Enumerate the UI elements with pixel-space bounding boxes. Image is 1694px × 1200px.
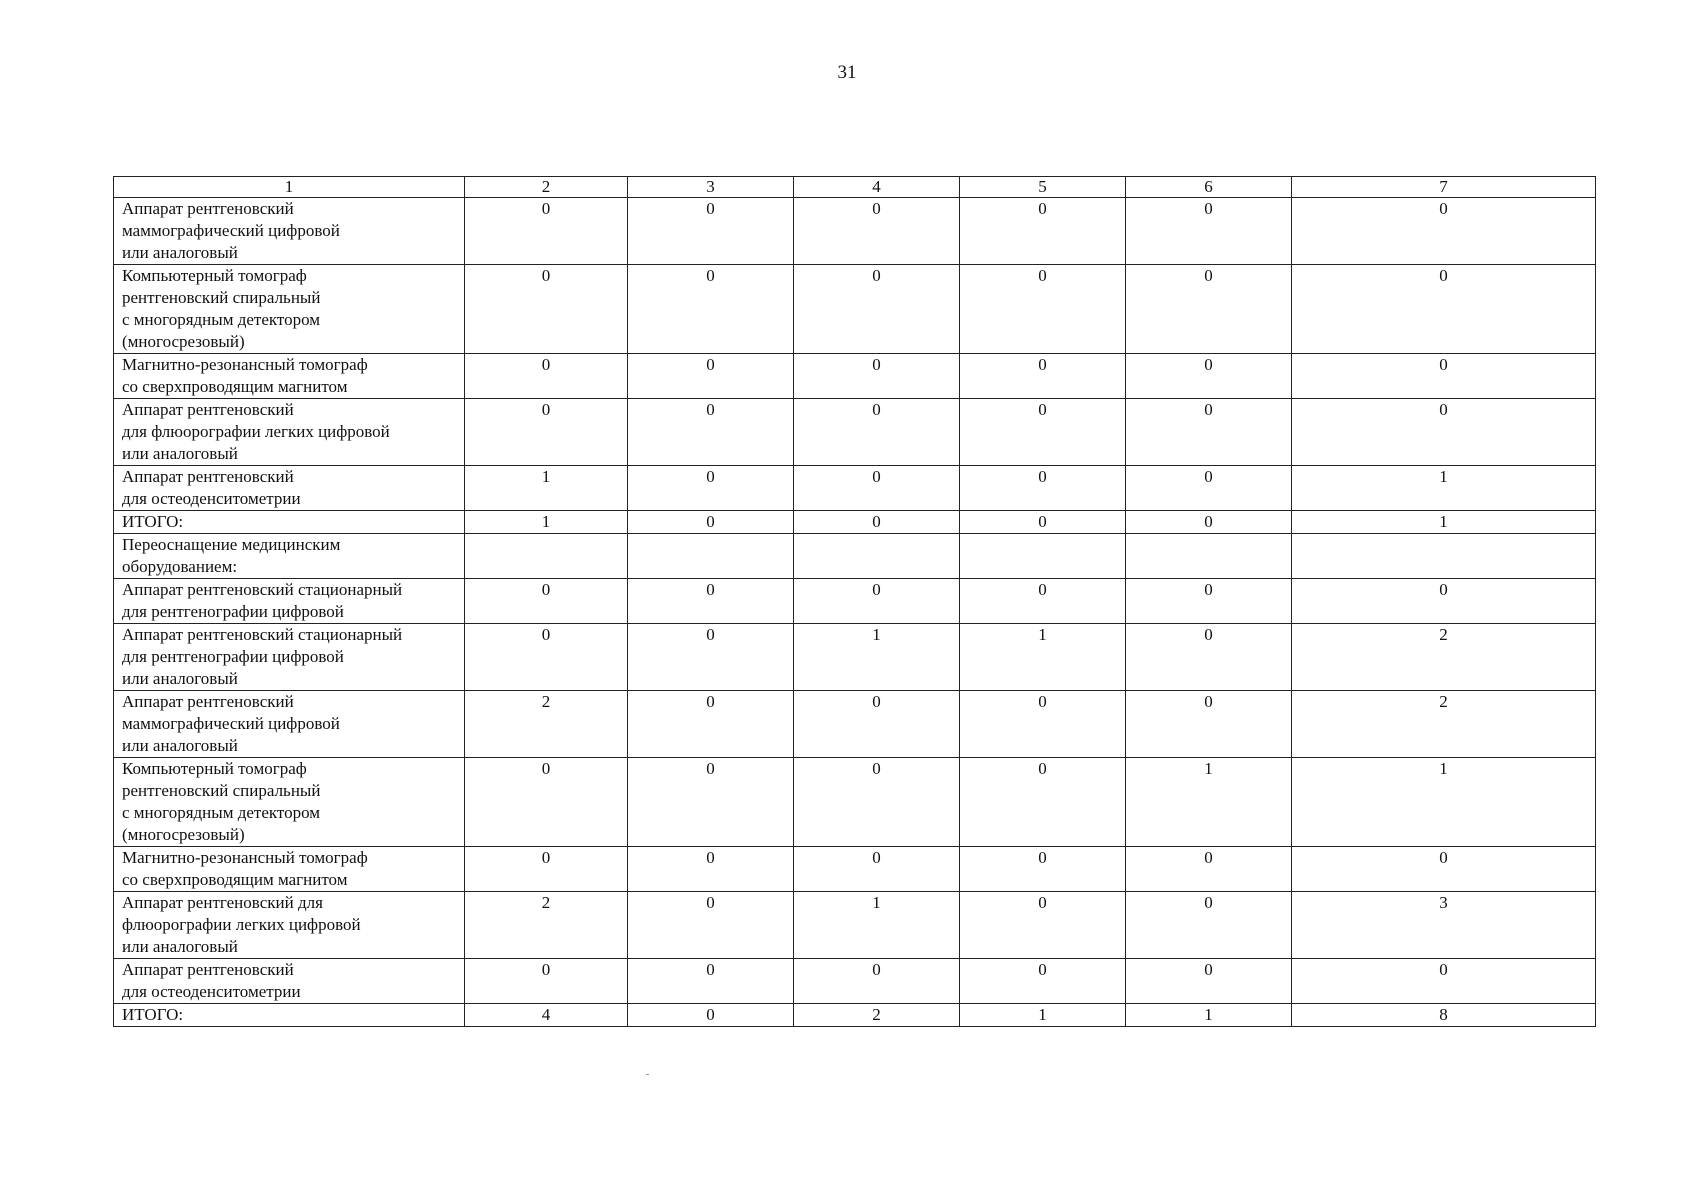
table-row: [114, 511, 1596, 534]
value-cell: 2: [1292, 624, 1596, 691]
column-header: 4: [794, 177, 960, 198]
row-label-line: или аналоговый: [122, 243, 238, 262]
value-cell: 0: [960, 959, 1126, 1004]
value-cell: 1: [1292, 758, 1596, 847]
value-cell: [1126, 534, 1292, 579]
value-cell: 0: [628, 624, 794, 691]
row-label-line: для остеоденситометрии: [122, 982, 301, 1001]
row-label-cell: [114, 624, 465, 691]
value-cell: 0: [628, 1004, 794, 1027]
value-cell: 0: [465, 399, 628, 466]
row-label-line: для флюорографии легких цифровой: [122, 422, 390, 441]
row-label-cell: [114, 847, 465, 892]
table-header-row: [114, 177, 1596, 198]
table-row: [114, 534, 1596, 579]
column-header: 3: [628, 177, 794, 198]
row-label-line: Аппарат рентгеновский для: [122, 893, 323, 912]
column-header: 6: [1126, 177, 1292, 198]
value-cell: 0: [1292, 265, 1596, 354]
table-row: [114, 624, 1596, 691]
value-cell: 0: [1126, 847, 1292, 892]
table-row: [114, 959, 1596, 1004]
value-cell: 0: [465, 354, 628, 399]
value-cell: 1: [1126, 758, 1292, 847]
value-cell: 0: [794, 511, 960, 534]
row-label-line: Аппарат рентгеновский стационарный: [122, 580, 403, 599]
column-header: 1: [114, 177, 465, 198]
row-label-line: рентгеновский спиральный: [122, 288, 321, 307]
value-cell: 0: [628, 265, 794, 354]
row-label-cell: [114, 691, 465, 758]
value-cell: 0: [1292, 959, 1596, 1004]
value-cell: 0: [1126, 354, 1292, 399]
value-cell: 0: [794, 579, 960, 624]
value-cell: 0: [1126, 959, 1292, 1004]
value-cell: 0: [465, 624, 628, 691]
row-label-line: или аналоговый: [122, 736, 238, 755]
row-label-cell: [114, 1004, 465, 1027]
value-cell: 0: [794, 265, 960, 354]
table-row: [114, 579, 1596, 624]
row-label-cell: [114, 511, 465, 534]
value-cell: 0: [1126, 624, 1292, 691]
row-label-line: со сверхпроводящим магнитом: [122, 377, 348, 396]
scan-speck: [646, 1074, 649, 1075]
table-row: [114, 198, 1596, 265]
row-label-cell: [114, 758, 465, 847]
value-cell: [1292, 534, 1596, 579]
value-cell: 0: [794, 847, 960, 892]
row-label-line: Аппарат рентгеновский: [122, 199, 294, 218]
value-cell: 0: [960, 758, 1126, 847]
row-label-cell: [114, 959, 465, 1004]
value-cell: 0: [794, 691, 960, 758]
value-cell: 2: [794, 1004, 960, 1027]
table-row: [114, 758, 1596, 847]
value-cell: 1: [960, 1004, 1126, 1027]
value-cell: 0: [628, 579, 794, 624]
value-cell: 0: [960, 198, 1126, 265]
value-cell: 0: [1126, 198, 1292, 265]
value-cell: [794, 534, 960, 579]
value-cell: 1: [465, 511, 628, 534]
value-cell: 0: [465, 265, 628, 354]
row-label-cell: [114, 579, 465, 624]
value-cell: 0: [628, 959, 794, 1004]
value-cell: 0: [1126, 511, 1292, 534]
row-label-line: оборудованием:: [122, 557, 238, 576]
value-cell: 0: [1126, 691, 1292, 758]
value-cell: 0: [628, 399, 794, 466]
value-cell: 0: [628, 892, 794, 959]
table-row: [114, 691, 1596, 758]
value-cell: 0: [794, 758, 960, 847]
row-label-cell: [114, 466, 465, 511]
table-row: [114, 265, 1596, 354]
value-cell: 0: [465, 959, 628, 1004]
row-label-line: (многосрезовый): [122, 332, 245, 351]
value-cell: 0: [960, 892, 1126, 959]
value-cell: [960, 534, 1126, 579]
value-cell: 0: [1292, 354, 1596, 399]
value-cell: 0: [794, 399, 960, 466]
equipment-table: [113, 176, 1596, 1027]
value-cell: 1: [960, 624, 1126, 691]
value-cell: 0: [960, 399, 1126, 466]
value-cell: 1: [465, 466, 628, 511]
value-cell: 3: [1292, 892, 1596, 959]
value-cell: 4: [465, 1004, 628, 1027]
row-label-line: или аналоговый: [122, 444, 238, 463]
value-cell: 0: [628, 691, 794, 758]
row-label-cell: [114, 534, 465, 579]
row-label-cell: [114, 892, 465, 959]
table-row: [114, 1004, 1596, 1027]
row-label-line: Аппарат рентгеновский: [122, 467, 294, 486]
row-label-line: Аппарат рентгеновский стационарный: [122, 625, 403, 644]
row-label-line: Магнитно-резонансный томограф: [122, 355, 368, 374]
table-row: [114, 354, 1596, 399]
value-cell: 0: [960, 466, 1126, 511]
value-cell: 0: [465, 579, 628, 624]
value-cell: 0: [628, 847, 794, 892]
row-label-line: или аналоговый: [122, 669, 238, 688]
value-cell: 0: [628, 758, 794, 847]
value-cell: 0: [960, 354, 1126, 399]
value-cell: 0: [1292, 847, 1596, 892]
row-label-line: Аппарат рентгеновский: [122, 960, 294, 979]
value-cell: 8: [1292, 1004, 1596, 1027]
value-cell: 2: [465, 892, 628, 959]
row-label-line: (многосрезовый): [122, 825, 245, 844]
row-label-line: для рентгенографии цифровой: [122, 647, 344, 666]
row-label-line: Магнитно-резонансный томограф: [122, 848, 368, 867]
value-cell: 0: [628, 354, 794, 399]
row-label-line: ИТОГО:: [122, 512, 184, 531]
value-cell: 0: [465, 847, 628, 892]
row-label-line: ИТОГО:: [122, 1005, 184, 1024]
equipment-table-container: [113, 176, 1595, 1027]
table-row: [114, 466, 1596, 511]
value-cell: 0: [794, 354, 960, 399]
value-cell: 0: [1126, 466, 1292, 511]
column-header: 7: [1292, 177, 1596, 198]
row-label-line: Компьютерный томограф: [122, 266, 307, 285]
row-label-line: Переоснащение медицинским: [122, 535, 341, 554]
row-label-line: для остеоденситометрии: [122, 489, 301, 508]
value-cell: 0: [628, 511, 794, 534]
row-label-line: со сверхпроводящим магнитом: [122, 870, 348, 889]
table-row: [114, 399, 1596, 466]
value-cell: 0: [960, 847, 1126, 892]
value-cell: 1: [794, 892, 960, 959]
value-cell: 1: [1126, 1004, 1292, 1027]
value-cell: [465, 534, 628, 579]
value-cell: 1: [1292, 511, 1596, 534]
row-label-line: маммографический цифровой: [122, 714, 340, 733]
row-label-line: Аппарат рентгеновский: [122, 692, 294, 711]
value-cell: [628, 534, 794, 579]
value-cell: 2: [1292, 691, 1596, 758]
table-row: [114, 847, 1596, 892]
value-cell: 0: [628, 466, 794, 511]
value-cell: 1: [794, 624, 960, 691]
page-number: 31: [837, 62, 857, 83]
value-cell: 0: [628, 198, 794, 265]
row-label-cell: [114, 354, 465, 399]
value-cell: 0: [794, 198, 960, 265]
row-label-line: или аналоговый: [122, 937, 238, 956]
value-cell: 0: [960, 511, 1126, 534]
row-label-line: для рентгенографии цифровой: [122, 602, 344, 621]
table-body: [114, 177, 1596, 1027]
value-cell: 0: [1292, 198, 1596, 265]
value-cell: 0: [1126, 892, 1292, 959]
row-label-line: с многорядным детектором: [122, 803, 321, 822]
value-cell: 0: [1292, 579, 1596, 624]
row-label-line: рентгеновский спиральный: [122, 781, 321, 800]
value-cell: 0: [465, 198, 628, 265]
column-header: 5: [960, 177, 1126, 198]
row-label-line: с многорядным детектором: [122, 310, 321, 329]
value-cell: 2: [465, 691, 628, 758]
value-cell: 0: [960, 691, 1126, 758]
row-label-cell: [114, 198, 465, 265]
value-cell: 0: [1126, 399, 1292, 466]
value-cell: 0: [465, 758, 628, 847]
row-label-line: маммографический цифровой: [122, 221, 340, 240]
row-label-line: флюорографии легких цифровой: [122, 915, 361, 934]
row-label-cell: [114, 399, 465, 466]
value-cell: 0: [1126, 265, 1292, 354]
row-label-line: Компьютерный томограф: [122, 759, 307, 778]
value-cell: 0: [794, 959, 960, 1004]
value-cell: 0: [1126, 579, 1292, 624]
value-cell: 1: [1292, 466, 1596, 511]
value-cell: 0: [794, 466, 960, 511]
value-cell: 0: [960, 265, 1126, 354]
table-row: [114, 892, 1596, 959]
value-cell: 0: [1292, 399, 1596, 466]
value-cell: 0: [960, 579, 1126, 624]
column-header: 2: [465, 177, 628, 198]
row-label-line: Аппарат рентгеновский: [122, 400, 294, 419]
row-label-cell: [114, 265, 465, 354]
